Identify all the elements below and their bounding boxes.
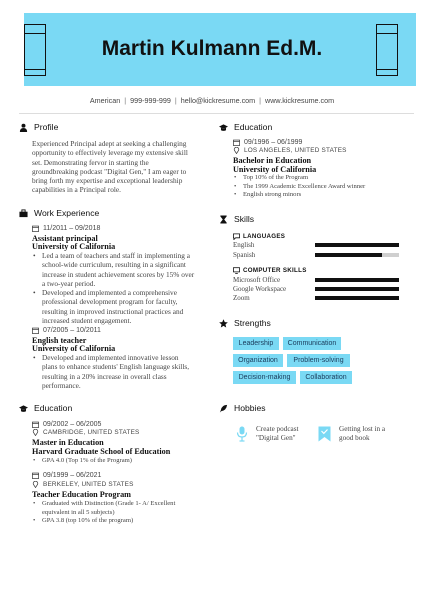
list-item: • GPA 3.8 (top 10% of the program)	[42, 517, 232, 526]
chat-bubble-icon	[233, 233, 240, 240]
computer-skills-label: COMPUTER SKILLS	[233, 267, 307, 274]
skill-name: Microsoft Office	[233, 276, 281, 284]
skill-name: English	[233, 241, 255, 249]
languages-label: LANGUAGES	[233, 233, 285, 240]
calendar-icon	[32, 327, 39, 334]
list-item: • Developed and implemented innovative lesson plans to enhance students' English language skills, resulting in a 20% increase in overall class performance.	[42, 353, 232, 390]
strength-tag: Leadership	[233, 337, 279, 350]
education-dates: 09/1999 – 06/2021	[32, 472, 101, 479]
job-dates: 07/2005 – 10/2011	[32, 327, 101, 334]
strengths-section-title: Strengths	[219, 318, 271, 328]
job-org: University of California	[32, 242, 116, 251]
skill-bar-fill	[315, 278, 399, 282]
education-bullets	[32, 500, 232, 526]
skill-bar-fill	[315, 296, 399, 300]
job-bullets	[32, 353, 232, 390]
hobby-item: Create podcast "Digital Gen"	[256, 425, 299, 442]
education-section-title: Education	[219, 122, 272, 132]
education-bullets	[233, 174, 423, 200]
job-role: English teacher	[32, 336, 87, 345]
skills-section-title: Skills	[219, 214, 254, 224]
location-pin-icon	[32, 481, 39, 488]
skill-bar-fill	[315, 287, 399, 291]
contact-line: American | 999-999-999 | hello@kickresume.com | www.kickresume.com	[89, 96, 335, 105]
star-icon	[219, 319, 228, 328]
profile-text: Experienced Principal adept at seeking a challenging opportunity to effectively leverage my extensive skill set. Demonstrating fervor in starting the groundbreaking podcast "Digital Gen," I am eager to bring forth my expertise and exceptional leadership capabilities in a Principal role.	[32, 139, 188, 195]
education-degree: Bachelor in Education	[233, 156, 312, 165]
contact-email[interactable]: hello@kickresume.com	[180, 96, 256, 105]
education-degree: Teacher Education Program	[32, 490, 132, 499]
list-item: • Graduated with Distinction (Grade 1- A/ Excellent equivalent in all 5 subjects)	[42, 500, 232, 517]
list-item: • GPA 4.0 (Top 1% of the Program)	[42, 457, 232, 466]
education-location: CAMBRIDGE, UNITED STATES	[32, 429, 140, 436]
strength-tag: Organization	[233, 354, 283, 367]
education-bullets	[32, 457, 232, 466]
skill-bar	[315, 243, 399, 247]
skill-name: Spanish	[233, 251, 256, 259]
hobbies-section-title: Hobbies	[219, 403, 266, 413]
calendar-icon	[233, 139, 240, 146]
skill-bar-fill	[315, 253, 382, 257]
graduation-cap-icon	[219, 123, 228, 132]
header-divider	[19, 113, 414, 114]
monitor-icon	[233, 267, 240, 274]
profile-section-title: Profile	[19, 122, 58, 132]
strength-tag: Communication	[283, 337, 341, 350]
microphone-icon	[236, 426, 248, 442]
education-location: BERKELEY, UNITED STATES	[32, 481, 134, 488]
education-degree: Master in Education	[32, 438, 104, 447]
resume-name: Martin Kulmann Ed.M.	[101, 37, 323, 60]
graduation-cap-icon	[19, 404, 28, 413]
skill-name: Google Workspace	[233, 285, 287, 293]
education-section-title: Education	[19, 403, 72, 413]
contact-phone[interactable]: 999-999-999	[130, 96, 171, 105]
list-item: • Led a team of teachers and staff in implementing a school-wide curriculum, resulting in a significant increase in student achievement scores by 15% over a two-year period.	[42, 251, 232, 288]
briefcase-icon	[19, 209, 28, 218]
calendar-icon	[32, 421, 39, 428]
skill-bar	[315, 296, 399, 300]
list-item: • English strong minors	[243, 191, 423, 200]
work-section-title: Work Experience	[19, 208, 99, 218]
hourglass-icon	[219, 215, 228, 224]
education-location: LOS ANGELES, UNITED STATES	[233, 147, 347, 154]
skill-name: Zoom	[233, 294, 250, 302]
calendar-icon	[32, 472, 39, 479]
job-dates: 11/2011 – 09/2018	[32, 225, 100, 232]
list-item: • Developed and implemented a comprehensive professional development program for faculty, resulting in improved instructional practices and increased student engagement.	[42, 288, 232, 325]
job-bullets	[32, 251, 232, 325]
skill-bar	[315, 278, 399, 282]
skill-bar	[315, 253, 399, 257]
job-org: University of California	[32, 344, 116, 353]
skill-bar	[315, 287, 399, 291]
strength-tag: Collaboration	[300, 371, 352, 384]
contact-website[interactable]: www.kickresume.com	[265, 96, 335, 105]
list-item: • Top 10% of the Program	[243, 174, 423, 183]
bookmark-icon	[318, 426, 331, 442]
calendar-icon	[32, 225, 39, 232]
education-dates: 09/1996 – 06/1999	[233, 139, 302, 146]
job-role: Assistant principal	[32, 234, 98, 243]
person-icon	[19, 123, 28, 132]
contact-location: American	[89, 96, 121, 105]
location-pin-icon	[32, 429, 39, 436]
strength-tag: Problem-solving	[287, 354, 350, 367]
list-item: • The 1999 Academic Excellence Award winner	[243, 183, 423, 192]
location-pin-icon	[233, 147, 240, 154]
education-school: University of California	[233, 165, 317, 174]
education-dates: 09/2002 – 06/2005	[32, 421, 101, 428]
hobby-item: Getting lost in a good book	[339, 425, 386, 442]
education-school: Harvard Graduate School of Education	[32, 447, 171, 456]
feather-icon	[219, 404, 228, 413]
skill-bar-fill	[315, 243, 399, 247]
strength-tag: Decision-making	[233, 371, 296, 384]
